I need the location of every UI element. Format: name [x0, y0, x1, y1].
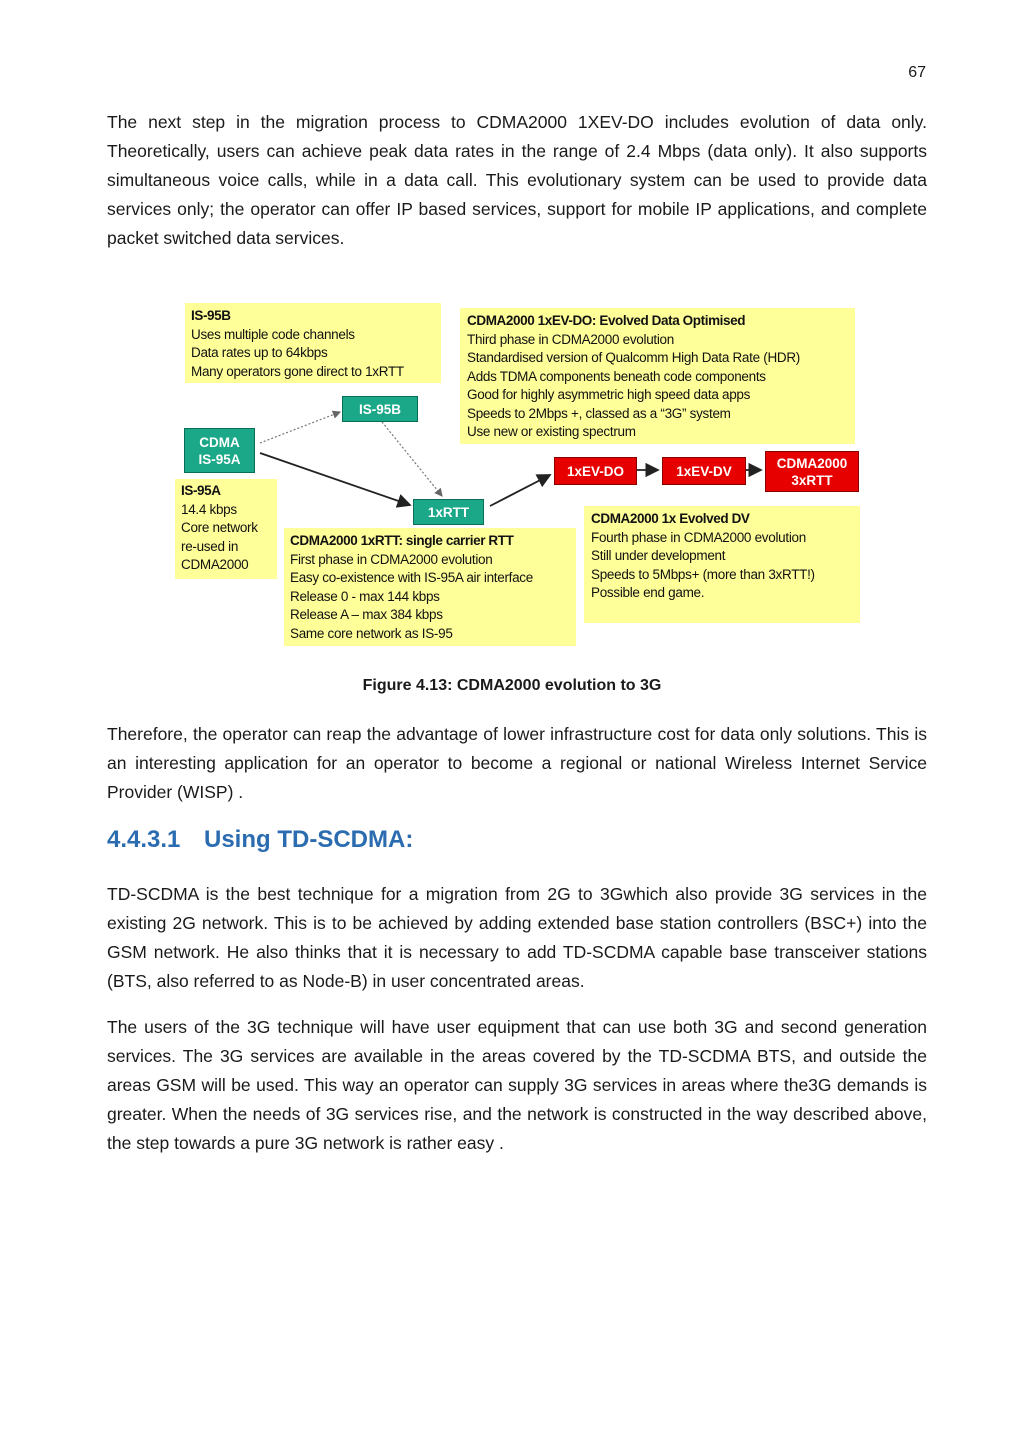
node-is95b [342, 396, 418, 422]
section-number: 4.4.3.1 [107, 826, 181, 853]
paragraph-3g-users: The users of the 3G technique will have user equipment that can use both 3G and second generation services. The 3G services are available in the areas covered by the TD-SCDMA BTS, and outside the areas GSM will be used. This way an operator can supply 3G services in areas where the3G demands is greater. When the needs of 3G services rise, and the network is constructed in the way described above, the step towards a pure 3G network is rather easy . [107, 1017, 927, 1153]
note-line: Adds TDMA components beneath code components [467, 368, 766, 384]
note-line: Possible end game. [591, 585, 705, 600]
arrow-is95a-to-1xrtt [260, 453, 410, 505]
note-line: Use new or existing spectrum [467, 424, 636, 439]
node-cdma-is95a [184, 428, 255, 473]
note-line: Uses multiple code channels [191, 326, 355, 342]
note-line: Still under development [591, 548, 726, 563]
note-line: re-used in [181, 538, 239, 554]
node-label: 1xRTT [427, 504, 470, 520]
paragraph-td-scdma: TD-SCDMA is the best technique for a migration from 2G to 3Gwhich also provide 3G services in the existing 2G network. This is to be achieved by adding extended base station controllers (BSC+) into the GSM network. He also thinks that it is necessary to add TD-SCDMA capable base transceiver stations (BTS, also referred to as Node-B) in user concentrated areas. [107, 884, 927, 991]
note-line: Data rates up to 64kbps [191, 345, 328, 360]
note-line: CDMA2000 [181, 557, 249, 572]
node-label: 3xRTT [791, 472, 833, 488]
paragraph-wisp: Therefore, the operator can reap the advantage of lower infrastructure cost for data only solutions. This is an interesting application for an operator to become a regional or national Wireless Internet Service Provider (WISP) . [107, 724, 927, 802]
note-line: Release A – max 384 kbps [290, 607, 443, 622]
note-line: Speeds to 2Mbps +, classed as a “3G” system [467, 405, 731, 421]
note-title: CDMA2000 1x Evolved DV [591, 511, 750, 526]
note-title: CDMA2000 1xEV-DO: Evolved Data Optimised [467, 313, 746, 328]
page-number: 67 [908, 64, 926, 81]
note-line: Good for highly asymmetric high speed data apps [467, 387, 751, 402]
note-line: Same core network as IS-95 [290, 625, 453, 641]
note-title: IS-95A [181, 483, 221, 498]
note-line: Many operators gone direct to 1xRTT [191, 363, 404, 379]
node-label: CDMA2000 [776, 455, 848, 471]
node-label: 1xEV-DV [676, 463, 732, 479]
section-title: Using TD-SCDMA: [204, 826, 414, 853]
note-line: Speeds to 5Mbps+ (more than 3xRTT!) [591, 566, 815, 582]
section-heading [107, 826, 413, 854]
node-label: IS-95B [358, 401, 402, 417]
arrow-1xrtt-to-1xevdo [490, 475, 550, 506]
note-line: First phase in CDMA2000 evolution [290, 551, 493, 567]
note-line: Easy co-existence with IS-95A air interface [290, 570, 533, 585]
node-label: CDMA [199, 434, 240, 450]
figure-caption: Figure 4.13: CDMA2000 evolution to 3G [362, 677, 662, 694]
note-line: Third phase in CDMA2000 evolution [467, 331, 674, 347]
node-1xevdo [554, 457, 637, 485]
note-1xevdv [584, 506, 860, 623]
note-line: 14.4 kbps [181, 501, 237, 517]
arrow-is95b-to-1xrtt [382, 422, 442, 496]
node-label: IS-95A [198, 451, 241, 467]
node-1xevdv [662, 457, 746, 485]
note-line: Core network [181, 520, 258, 535]
note-1xrtt [284, 528, 576, 646]
note-1xevdo [460, 308, 855, 444]
figure-cdma2000-evolution [170, 300, 870, 652]
note-title: CDMA2000 1xRTT: single carrier RTT [290, 533, 514, 548]
node-1xrtt [413, 499, 484, 525]
paragraph-intro: The next step in the migration process to CDMA2000 1XEV-DO includes evolution of data only. Theoretically, users can achieve peak data rates in the range of 2.4 Mbps (data only). It also supports simultaneous voice calls, while in a data call. This evolutionary system can be used to provide data services only; the operator can offer IP based services, support for mobile IP applications, and complete packet switched data services. [107, 112, 927, 248]
node-cdma2000-3xrtt [765, 451, 859, 492]
note-line: Standardised version of Qualcomm High Data Rate (HDR) [467, 350, 800, 365]
note-line: Fourth phase in CDMA2000 evolution [591, 529, 806, 545]
note-is95a [175, 479, 277, 579]
note-line: Release 0 - max 144 kbps [290, 588, 440, 604]
note-is95b [185, 303, 441, 383]
note-title: IS-95B [191, 308, 231, 323]
node-label: 1xEV-DO [566, 463, 625, 479]
arrow-is95a-to-is95b [260, 412, 340, 443]
